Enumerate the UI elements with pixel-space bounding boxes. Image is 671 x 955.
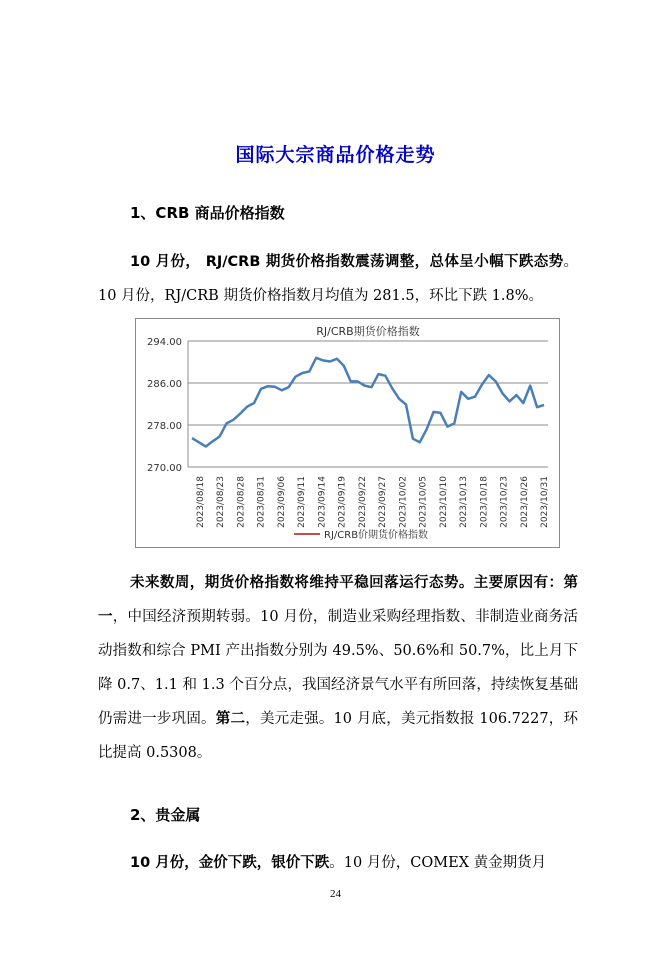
- x-tick-label: 2023/10/26: [519, 476, 530, 528]
- x-tick-label: 2023/10/31: [540, 476, 550, 528]
- paragraph-outlook: [98, 566, 578, 770]
- x-tick-label: 2023/08/28: [236, 476, 247, 528]
- x-tick-label: 2023/09/06: [276, 476, 287, 528]
- x-tick-label: 2023/10/13: [459, 476, 470, 528]
- x-tick-label: 2023/08/23: [216, 476, 227, 528]
- page-title: 国际大宗商品价格走势: [235, 144, 436, 166]
- section-heading-crb: 1、CRB 商品价格指数: [130, 204, 285, 222]
- reason-second-text: ，美元走强。10 月底，美元指数报 106.7227，环比提高 0.5308。: [98, 711, 579, 761]
- x-tick-label: 2023/08/18: [196, 476, 206, 528]
- section-heading-precious-metals: 2、贵金属: [130, 806, 201, 824]
- paragraph-lead: 10 月份，金价下跌，银价下跌: [130, 855, 330, 871]
- paragraph-lead: 10 月份， RJ/CRB 期货价格指数震荡调整，总体呈小幅下跌态势: [130, 254, 564, 270]
- x-tick-label: 2023/09/11: [297, 476, 308, 528]
- crb-chart: [135, 318, 560, 548]
- paragraph-gold-silver: [98, 846, 578, 880]
- x-tick-label: 2023/08/31: [256, 476, 267, 528]
- x-tick-label: 2023/09/22: [357, 476, 368, 528]
- page-number: 24: [330, 888, 341, 900]
- x-tick-label: 2023/10/18: [479, 476, 490, 528]
- reason-first-text: ，中国经济预期转弱。10 月份，制造业采购经理指数、非制造业商务活动指数和综合 PMI 产出指数分别为 49.5%、50.6%和 50.7%，比上月下降 0.7、1.1 和 1.3 个百分点，我国经济景气水平有所回落，持续恢复基础仍需进一步巩固。: [98, 609, 579, 727]
- paragraph-text: 。10 月份，RJ/CRB 期货价格指数月均值为 281.5，环比下跌 1.8%。: [98, 254, 578, 304]
- x-tick-label: 2023/10/23: [499, 476, 510, 528]
- paragraph-lead: 未来数周，期货价格指数将维持平稳回落运行态势。主要原因有：: [130, 575, 564, 591]
- x-tick-label: 2023/10/10: [438, 476, 449, 528]
- paragraph-text: 。10 月份，COMEX 黄金期货月: [329, 855, 547, 871]
- y-tick-label: 286.00: [147, 379, 182, 390]
- y-tick-label: 294.00: [147, 337, 182, 348]
- series-line: [192, 358, 544, 447]
- x-tick-label: 2023/10/05: [418, 476, 429, 528]
- x-tick-label: 2023/10/02: [398, 476, 409, 528]
- crb-line-chart: [136, 319, 559, 547]
- chart-title: RJ/CRB期货价格指数: [316, 325, 420, 338]
- reason-first-label: 第一: [98, 575, 578, 625]
- y-tick-label: 278.00: [147, 421, 182, 432]
- x-tick-label: 2023/09/14: [317, 476, 328, 528]
- legend-label: RJ/CRB价期货价格指数: [324, 530, 429, 541]
- reason-second-label: 第二: [215, 711, 246, 727]
- paragraph-crb-summary: [98, 245, 578, 313]
- x-tick-label: 2023/09/27: [378, 476, 389, 528]
- y-tick-label: 270.00: [147, 463, 182, 474]
- x-tick-label: 2023/09/19: [337, 476, 348, 528]
